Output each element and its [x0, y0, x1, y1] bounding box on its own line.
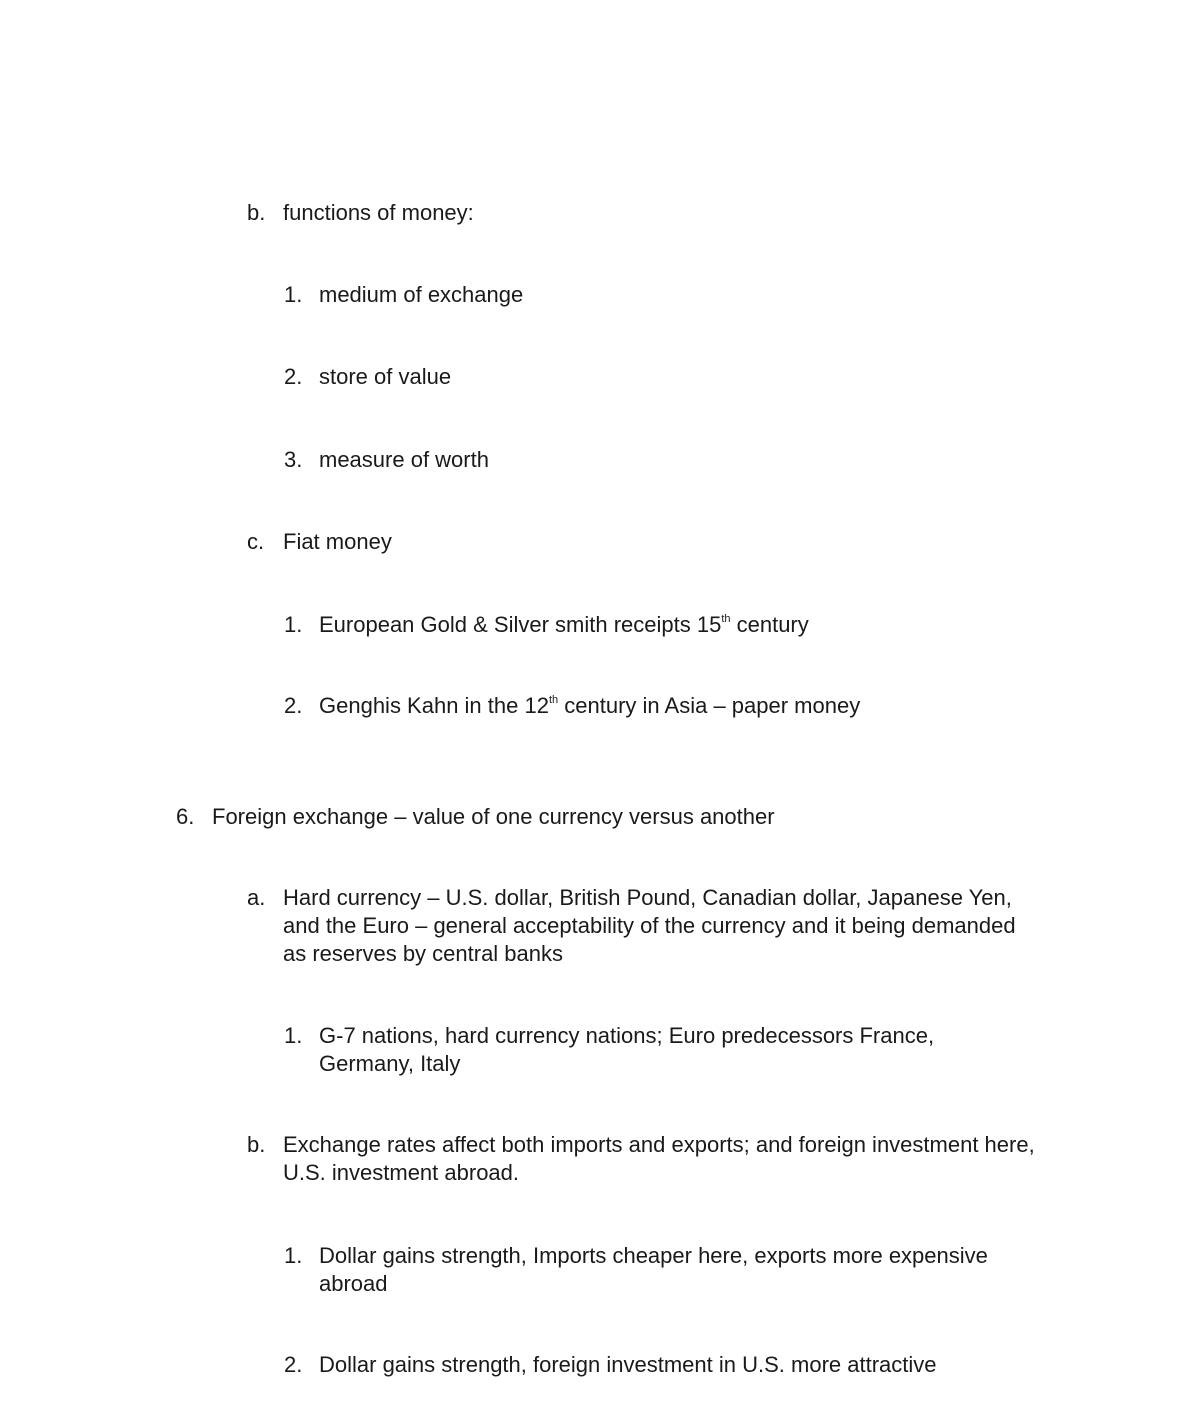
- text-part: century in Asia – paper money: [558, 693, 861, 718]
- list-item-text: store of value: [319, 364, 452, 389]
- list-marker: 1.: [284, 282, 303, 307]
- outline-item-fiat-money: [247, 528, 1043, 556]
- outline-item-foreign-exchange: [176, 803, 1012, 831]
- text-part: century: [730, 612, 809, 637]
- outline-item-foreign-investment: [284, 1351, 1079, 1379]
- list-item-text: [319, 611, 1049, 639]
- outline-item-genghis-kahn: [284, 692, 1049, 720]
- outline-item-imports-cheaper: [284, 1242, 1054, 1298]
- list-item-text: Hard currency – U.S. dollar, British Pound, Canadian dollar, Japanese Yen, and the Euro – general acceptability of the currency and it being demanded as reserves by central banks: [283, 885, 1016, 966]
- outline-item-exchange-rates: [247, 1131, 1048, 1187]
- list-item-text: G-7 nations, hard currency nations; Euro predecessors France, Germany, Italy: [319, 1023, 935, 1076]
- outline-item-measure-of-worth: [284, 446, 1049, 474]
- list-item-text: Foreign exchange – value of one currency versus another: [212, 804, 775, 829]
- list-marker: 2.: [284, 364, 303, 389]
- outline-item-g7-nations: [284, 1022, 1009, 1078]
- list-marker: a.: [247, 885, 266, 910]
- list-marker: b.: [247, 1132, 266, 1157]
- outline-item-functions-of-money: [247, 199, 1043, 227]
- text-part: European Gold & Silver smith receipts 15: [319, 612, 722, 637]
- text-part: Genghis Kahn in the 12: [319, 693, 549, 718]
- list-marker: 2.: [284, 693, 303, 718]
- list-marker: 1.: [284, 612, 303, 637]
- list-marker: 3.: [284, 447, 303, 472]
- superscript: th: [721, 612, 731, 625]
- list-marker: c.: [247, 529, 265, 554]
- list-item-text: Fiat money: [283, 529, 392, 554]
- list-item-text: medium of exchange: [319, 282, 524, 307]
- list-item-text: Exchange rates affect both imports and exports; and foreign investment here, U.S. investment abroad.: [283, 1132, 1035, 1185]
- superscript: th: [548, 693, 559, 706]
- list-item-text: [319, 692, 1049, 720]
- list-item-text: Dollar gains strength, foreign investment in U.S. more attractive: [319, 1352, 937, 1377]
- outline-item-store-of-value: [284, 363, 1049, 391]
- list-marker: 1.: [284, 1243, 303, 1268]
- list-marker: b.: [247, 200, 266, 225]
- list-item-text: Dollar gains strength, Imports cheaper here, exports more expensive abroad: [319, 1243, 988, 1296]
- list-item-text: measure of worth: [319, 447, 489, 472]
- list-marker: 6.: [176, 804, 195, 829]
- outline-item-medium-of-exchange: [284, 281, 1049, 309]
- list-marker: 1.: [284, 1023, 303, 1048]
- outline-item-gold-silver-receipts: [284, 611, 1049, 639]
- list-marker: 2.: [284, 1352, 303, 1377]
- list-item-text: functions of money:: [283, 200, 474, 225]
- outline-item-hard-currency: [247, 884, 1031, 968]
